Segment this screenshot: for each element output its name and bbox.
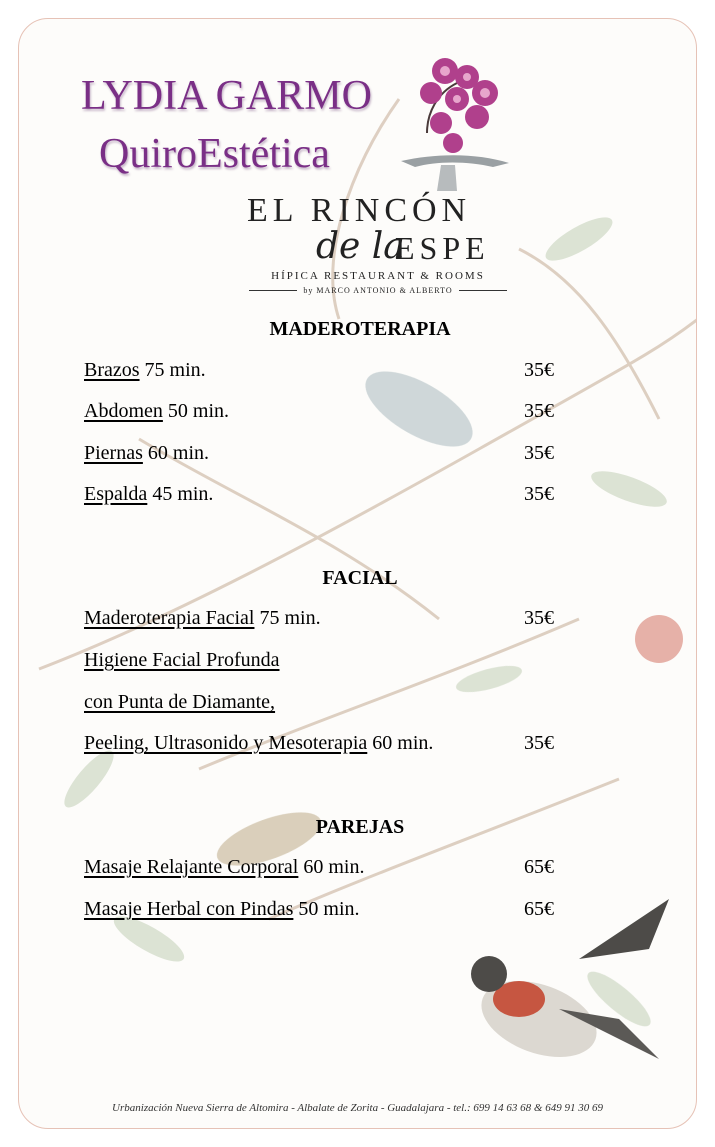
menu-item: [84, 689, 554, 715]
restaurant-name-script: de la: [316, 226, 405, 267]
menu-item: [84, 440, 554, 466]
item-price: 65€: [524, 898, 554, 920]
item-price: 65€: [524, 856, 554, 878]
item-name: con Punta de Diamante,: [84, 691, 276, 713]
item-duration: 50 min.: [293, 898, 360, 920]
footer-address: Urbanización Nueva Sierra de Altomira - Albalate de Zorita - Guadalajara - tel.: 699 14 63 68 & 649 91 30 69: [112, 1102, 603, 1114]
item-price: 35€: [524, 483, 554, 505]
item-duration: 60 min.: [298, 856, 365, 878]
item-name: Abdomen: [84, 400, 163, 422]
menu-item: [84, 398, 554, 424]
item-duration: 45 min.: [147, 483, 214, 505]
section-title-facial: FACIAL: [322, 567, 398, 589]
item-duration: 60 min.: [142, 442, 210, 464]
restaurant-owners: by MARCO ANTONIO & ALBERTO: [303, 285, 453, 295]
menu-item: [84, 481, 554, 507]
menu-item: [84, 357, 554, 383]
item-name: Masaje Relajante Corporal: [84, 856, 299, 878]
section-title-maderoterapia: MADEROTERAPIA: [269, 318, 451, 340]
menu-item: [84, 854, 554, 880]
item-duration: 50 min.: [162, 400, 230, 422]
menu-item: [84, 647, 554, 673]
brand-name: LYDIA GARMO: [81, 73, 372, 119]
brand-subtitle: QuiroEstética: [99, 131, 330, 177]
item-duration: 75 min.: [139, 359, 206, 381]
item-name: Maderoterapia Facial: [84, 607, 255, 629]
orchid-logo-icon: [397, 53, 509, 193]
menu-item: [84, 896, 554, 922]
item-price: 35€: [524, 732, 554, 754]
item-price: 35€: [524, 442, 554, 464]
item-duration: 75 min.: [254, 607, 321, 629]
item-name: Peeling, Ultrasonido y Mesoterapia: [84, 732, 368, 754]
divider: [249, 290, 297, 291]
restaurant-byline: [249, 284, 507, 296]
item-name: Higiene Facial Profunda: [84, 649, 280, 671]
item-price: 35€: [524, 359, 554, 381]
restaurant-tagline: HÍPICA RESTAURANT & ROOMS: [271, 270, 485, 282]
item-name: Masaje Herbal con Pindas: [84, 898, 294, 920]
section-title-parejas: PAREJAS: [315, 816, 405, 838]
item-price: 35€: [524, 607, 554, 629]
restaurant-name-espe: ESPE: [395, 230, 490, 266]
item-name: Piernas: [84, 442, 143, 464]
divider: [459, 290, 507, 291]
item-duration: 60 min.: [367, 732, 434, 754]
item-name: Espalda: [84, 483, 148, 505]
item-price: 35€: [524, 400, 554, 422]
menu-item: [84, 605, 554, 631]
menu-item: [84, 730, 554, 756]
item-name: Brazos: [84, 359, 140, 381]
restaurant-name: EL RINCÓN: [247, 192, 472, 229]
